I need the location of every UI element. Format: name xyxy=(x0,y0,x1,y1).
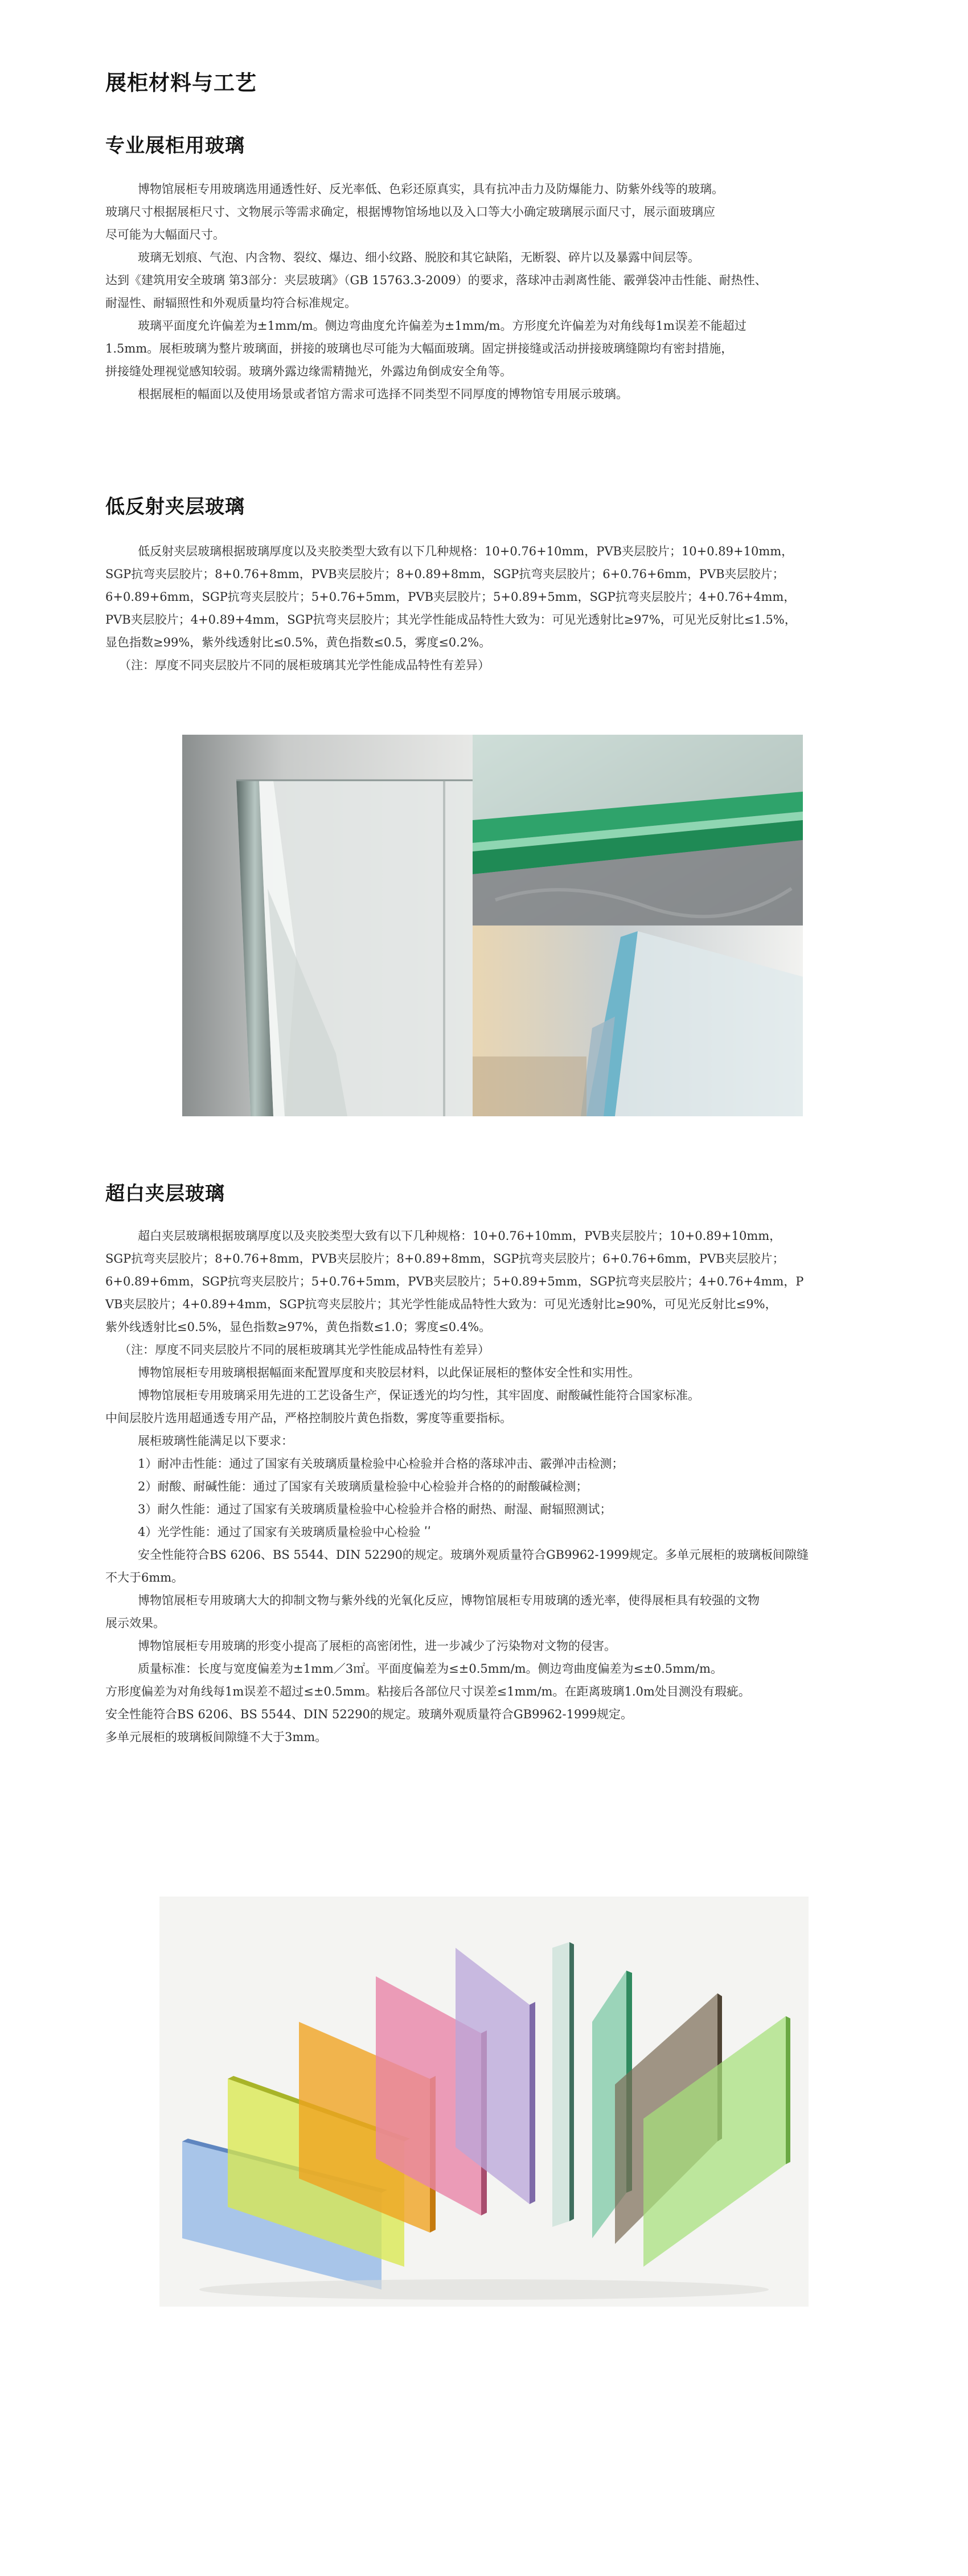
paragraph-line: 耐湿性、耐辐照性和外观质量均符合标准规定。 xyxy=(105,296,356,310)
paragraph-line: 6+0.89+6mm，SGP抗弯夹层胶片；5+0.76+5mm，PVB夹层胶片；5+0.89+5mm，SGP抗弯夹层胶片；4+0.76+4mm， xyxy=(105,590,796,604)
paragraph-line: 超白夹层玻璃根据玻璃厚度以及夹胶类型大致有以下几种规格：10+0.76+10mm，PVB夹层胶片；10+0.89+10mm， xyxy=(138,1229,782,1243)
section3-body xyxy=(105,1224,948,1748)
requirement-item: 3）耐久性能：通过了国家有关玻璃质量检验中心检验并合格的耐热、耐湿、耐辐照测试； xyxy=(138,1502,612,1516)
requirement-item: 4）光学性能：通过了国家有关玻璃质量检验中心检验 ʹʹ xyxy=(138,1525,431,1539)
paragraph-line: 博物馆展柜专用玻璃根据幅面来配置厚度和夹胶层材料，以此保证展柜的整体安全性和实用性。 xyxy=(138,1366,640,1379)
note-line: （注：厚度不同夹层胶片不同的展柜玻璃其光学性能成品特性有差异） xyxy=(119,1343,490,1357)
paragraph-line: 6+0.89+6mm，SGP抗弯夹层胶片；5+0.76+5mm，PVB夹层胶片；5+0.89+5mm，SGP抗弯夹层胶片；4+0.76+4mm，P xyxy=(105,1275,804,1288)
paragraph-line: SGP抗弯夹层胶片；8+0.76+8mm，PVB夹层胶片；8+0.89+8mm，SGP抗弯夹层胶片；6+0.76+6mm，PVB夹层胶片； xyxy=(105,1252,785,1266)
paragraph-line: PVB夹层胶片；4+0.89+4mm，SGP抗弯夹层胶片；其光学性能成品特性大致为：可见光透射比≥97%，可见光反射比≤1.5%， xyxy=(105,613,797,626)
page-title: 展柜材料与工艺 xyxy=(105,71,257,95)
clear-glass-sheet-photo xyxy=(473,925,803,1116)
section-heading-low-reflection-glass: 低反射夹层玻璃 xyxy=(105,495,245,518)
paragraph-line: 博物馆展柜专用玻璃大大的抑制文物与紫外线的光氧化反应，博物馆展柜专用玻璃的透光率，使得展柜具有较强的文物 xyxy=(138,1594,760,1607)
paragraph-line: 紫外线透射比≤0.5%，显色指数≥97%，黄色指数≤1.0；雾度≤0.4%。 xyxy=(105,1320,491,1334)
paragraph-line: VB夹层胶片；4+0.89+4mm，SGP抗弯夹层胶片；其光学性能成品特性大致为：可见光透射比≥90%，可见光反射比≤9%， xyxy=(105,1297,777,1311)
paragraph-line: 玻璃尺寸根据展柜尺寸、文物展示等需求确定，根据博物馆场地以及入口等大小确定玻璃展示面尺寸，展示面玻璃应 xyxy=(105,205,715,219)
paragraph-line: 展柜玻璃性能满足以下要求： xyxy=(138,1434,293,1448)
paragraph-line: 博物馆展柜专用玻璃的形变小提高了展柜的高密闭性，进一步减少了污染物对文物的侵害。 xyxy=(138,1639,616,1653)
paragraph-line: 尽可能为大幅面尺寸。 xyxy=(105,228,225,241)
colored-glass-panels-photo xyxy=(159,1897,809,2307)
paragraph-line: 玻璃无划痕、气泡、内含物、裂纹、爆边、细小纹路、脱胶和其它缺陷，无断裂、碎片以及暴露中间层等。 xyxy=(138,251,700,264)
paragraph-line: 多单元展柜的玻璃板间隙缝不大于3mm。 xyxy=(105,1730,327,1744)
paragraph-line: 中间层胶片选用超通透专用产品，严格控制胶片黄色指数，雾度等重要指标。 xyxy=(105,1411,512,1425)
green-laminated-edge-photo xyxy=(473,735,803,925)
paragraph-line: 1.5mm。展柜玻璃为整片玻璃面，拼接的玻璃也尽可能为大幅面玻璃。固定拼接缝或活动拼接玻璃缝隙均有密封措施， xyxy=(105,342,733,355)
section1-body xyxy=(105,178,948,406)
paragraph-line: 玻璃平面度允许偏差为±1mm/m。侧边弯曲度允许偏差为±1mm/m。方形度允许偏差为对角线每1m误差不能超过 xyxy=(138,319,746,333)
paragraph-line: SGP抗弯夹层胶片；8+0.76+8mm，PVB夹层胶片；8+0.89+8mm，SGP抗弯夹层胶片；6+0.76+6mm，PVB夹层胶片； xyxy=(105,567,785,581)
section2-body xyxy=(105,540,948,677)
requirement-item: 2）耐酸、耐碱性能：通过了国家有关玻璃质量检验中心检验并合格的的耐酸碱检测； xyxy=(138,1480,588,1493)
paragraph-line: 安全性能符合BS 6206、BS 5544、DIN 52290的规定。玻璃外观质量符合GB9962-1999规定。 xyxy=(105,1707,633,1721)
paragraph-line: 博物馆展柜专用玻璃采用先进的工艺设备生产，保证透光的均匀性，其牢固度、耐酸碱性能符合国家标准。 xyxy=(138,1389,700,1402)
section-heading-ultra-clear-glass: 超白夹层玻璃 xyxy=(105,1182,225,1205)
section-heading-professional-glass: 专业展柜用玻璃 xyxy=(105,134,245,157)
paragraph-line: 展示效果。 xyxy=(105,1616,165,1630)
requirement-item: 1）耐冲击性能：通过了国家有关玻璃质量检验中心检验并合格的落球冲击、霰弹冲击检测； xyxy=(138,1457,624,1471)
paragraph-line: 根据展柜的幅面以及使用场景或者馆方需求可选择不同类型不同厚度的博物馆专用展示玻璃。 xyxy=(138,387,628,401)
paragraph-line: 博物馆展柜专用玻璃选用通透性好、反光率低、色彩还原真实，具有抗冲击力及防爆能力、防紫外线等的玻璃。 xyxy=(138,182,724,196)
paragraph-line: 不大于6mm。 xyxy=(105,1571,184,1584)
paragraph-line: 方形度偏差为对角线每1m误差不超过≤±0.5mm。粘接后各部位尺寸误差≤1mm/m。在距离玻璃1.0m处目测没有瑕疵。 xyxy=(105,1685,750,1698)
paragraph-line: 显色指数≥99%，紫外线透射比≤0.5%，黄色指数≤0.5，雾度≤0.2%。 xyxy=(105,636,491,649)
paragraph-line: 拼接缝处理视觉感知较弱。玻璃外露边缘需精抛光，外露边角倒成安全角等。 xyxy=(105,365,512,378)
note-line: （注：厚度不同夹层胶片不同的展柜玻璃其光学性能成品特性有差异） xyxy=(119,658,490,672)
paragraph-line: 达到《建筑用安全玻璃 第3部分：夹层玻璃》（GB 15763.3-2009）的要求，落球冲击剥离性能、霰弹袋冲击性能、耐热性、 xyxy=(105,273,767,287)
paragraph-line: 质量标准：长度与宽度偏差为±1mm／3㎡。平面度偏差为≤±0.5mm/m。侧边弯曲度偏差为≤±0.5mm/m。 xyxy=(138,1662,723,1676)
laminated-glass-photos xyxy=(182,735,803,1116)
paragraph-line: 安全性能符合BS 6206、BS 5544、DIN 52290的规定。玻璃外观质量符合GB9962-1999规定。多单元展柜的玻璃板间隙缝 xyxy=(138,1548,809,1562)
paragraph-line: 低反射夹层玻璃根据玻璃厚度以及夹胶类型大致有以下几种规格：10+0.76+10mm，PVB夹层胶片；10+0.89+10mm， xyxy=(138,544,794,558)
glass-edge-photo xyxy=(182,735,473,1116)
